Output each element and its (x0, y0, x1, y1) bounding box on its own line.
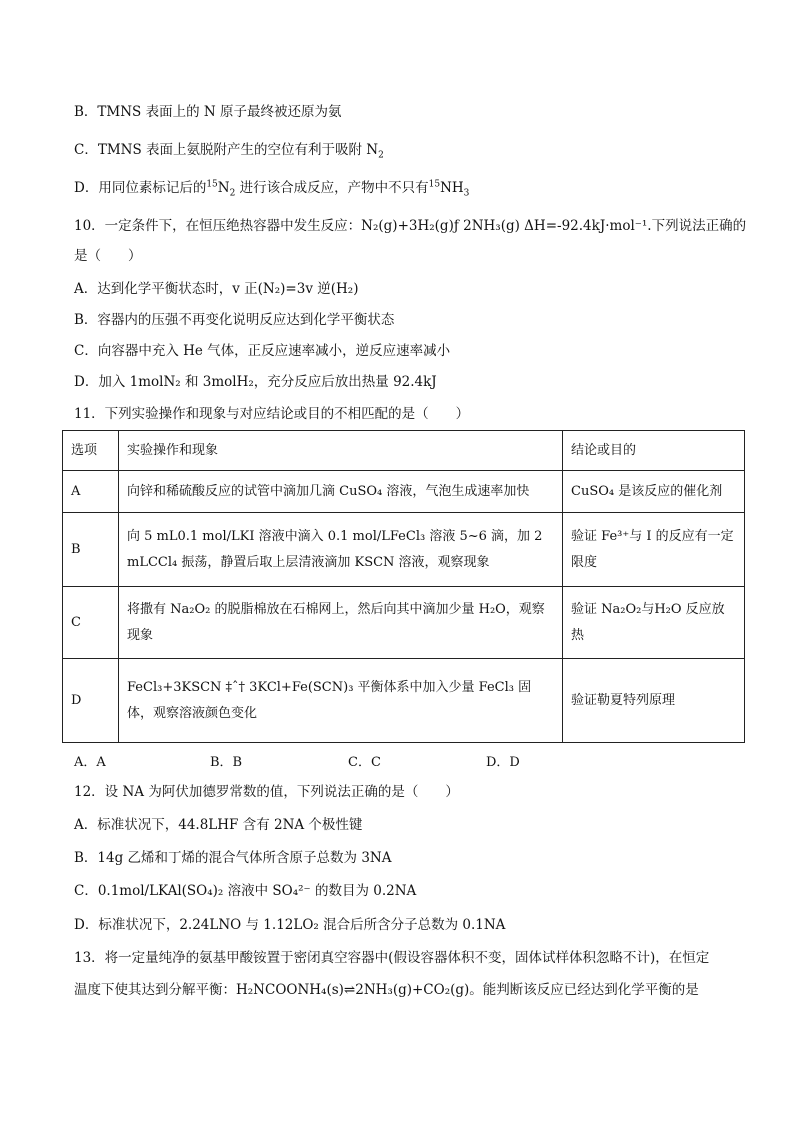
q11-row-result: 验证 Na₂O₂与H₂O 反应放热 (563, 587, 745, 659)
q10-option-a: A．达到化学平衡状态时，v 正(N₂)=3v 逆(H₂) (74, 281, 359, 297)
q9-option-d-pre: D．用同位素标记后的 (74, 180, 207, 196)
q9-option-c (74, 140, 384, 160)
table-row (63, 659, 745, 743)
q9-option-d-sup1: 15 (206, 179, 218, 190)
q9-option-d-mid: N (217, 180, 230, 196)
q12-stem: 12．设 NA 为阿伏加德罗常数的值，下列说法正确的是（ ） (74, 784, 459, 800)
table-row (63, 587, 745, 659)
q9-option-d-sub2: 3 (463, 188, 470, 199)
q12-option-b: B．14g 乙烯和丁烯的混合气体所含原子总数为 3NA (74, 850, 392, 866)
q9-option-b: B．TMNS 表面上的 N 原子最终被还原为氨 (74, 104, 342, 120)
q11-choice-a: A．A (74, 755, 106, 770)
q10-option-d: D．加入 1molN₂ 和 3molH₂，充分反应后放出热量 92.4kJ (74, 374, 437, 390)
q11-row-result: CuSO₄ 是该反应的催化剂 (563, 471, 745, 513)
q11-row-option: C (63, 587, 119, 659)
q11-row-operation: 向 5 mL0.1 mol/LKI 溶液中滴入 0.1 mol/LFeCl₃ 溶液 5~6 滴，加 2 mLCCl₄ 振荡，静置后取上层清液滴加 KSCN 溶液，观察现象 (119, 513, 563, 587)
q13-stem-line2: 温度下使其达到分解平衡：H₂NCOONH₄(s)⇌2NH₃(g)+CO₂(g)。能判断该反应已经达到化学平衡的是 (74, 982, 699, 998)
q11-choice-c: C．C (348, 755, 381, 770)
table-row (63, 513, 745, 587)
q10-option-b: B．容器内的压强不再变化说明反应达到化学平衡状态 (74, 312, 395, 328)
q10-stem-line1: 10．一定条件下，在恒压绝热容器中发生反应：N₂(g)+3H₂(g)ƒ 2NH₃(g) ΔH=-92.4kJ·mol⁻¹.下列说法正确的 (74, 218, 747, 234)
q11-header-row (63, 431, 745, 471)
q9-option-d (74, 178, 469, 198)
q11-choice-d: D．D (486, 755, 520, 770)
q13-stem-line1: 13．将一定量纯净的氨基甲酸铵置于密闭真空容器中(假设容器体积不变，固体试样体积忽略不计)，在恒定 (74, 950, 710, 966)
q11-row-result: 验证勒夏特列原理 (563, 659, 745, 743)
q10-option-c: C．向容器中充入 He 气体，正反应速率减小，逆反应速率减小 (74, 343, 451, 359)
q11-row-option: B (63, 513, 119, 587)
q9-option-d-end: NH (440, 180, 464, 196)
q11-row-option: A (63, 471, 119, 513)
q11-row-operation: 向锌和稀硫酸反应的试管中滴加几滴 CuSO₄ 溶液，气泡生成速率加快 (119, 471, 563, 513)
q10-stem-line2: 是（ ） (74, 248, 142, 264)
q11-row-operation: 将撒有 Na₂O₂ 的脱脂棉放在石棉网上，然后向其中滴加少量 H₂O，观察现象 (119, 587, 563, 659)
q12-option-a: A．标准状况下，44.8LHF 含有 2NA 个极性键 (74, 817, 363, 833)
q11-choice-b: B．B (210, 755, 243, 770)
q11-header-operation: 实验操作和现象 (119, 431, 563, 471)
table-row (63, 471, 745, 513)
q11-stem: 11．下列实验操作和现象与对应结论或目的不相匹配的是（ ） (74, 406, 470, 422)
q9-option-d-mid2: 进行该合成反应，产物中不只有 (235, 180, 429, 196)
q11-header-option: 选项 (63, 431, 119, 471)
q11-table (62, 430, 745, 743)
q11-row-result: 验证 Fe³⁺与 I 的反应有一定限度 (563, 513, 745, 587)
q9-option-c-text: C．TMNS 表面上氨脱附产生的空位有利于吸附 N (74, 142, 379, 158)
q12-option-d: D．标准状况下，2.24LNO 与 1.12LO₂ 混合后所含分子总数为 0.1NA (74, 917, 506, 933)
q12-option-c: C．0.1mol/LKAl(SO₄)₂ 溶液中 SO₄²⁻ 的数目为 0.2NA (74, 883, 417, 899)
q9-option-d-sup2: 15 (428, 179, 441, 190)
q11-row-option: D (63, 659, 119, 743)
q11-row-operation: FeCl₃+3KSCN ‡ˆ† 3KCl+Fe(SCN)₃ 平衡体系中加入少量 FeCl₃ 固体，观察溶液颜色变化 (119, 659, 563, 743)
q9-option-d-sub1: 2 (229, 188, 236, 199)
q9-option-c-sub: 2 (378, 150, 384, 161)
q11-header-result: 结论或目的 (563, 431, 745, 471)
